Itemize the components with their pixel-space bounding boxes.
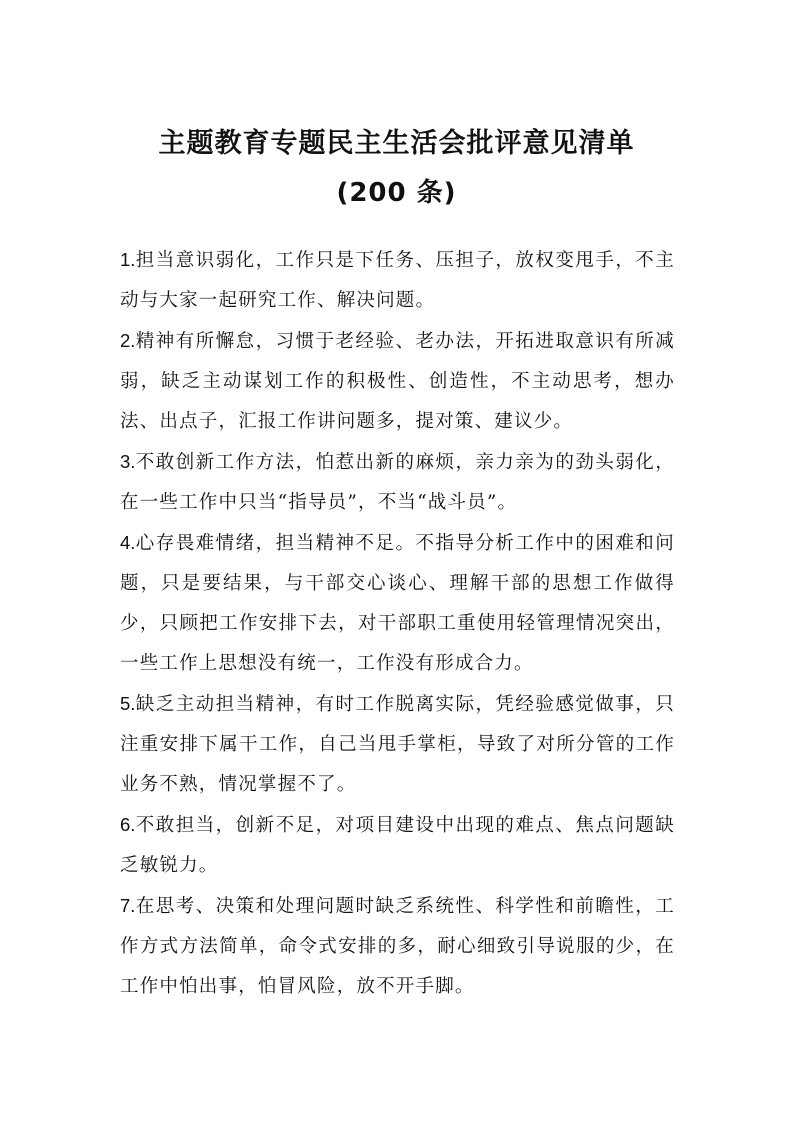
list-item	[120, 523, 675, 684]
list-item	[120, 240, 675, 321]
item-number: 5.	[120, 693, 136, 714]
document-body	[120, 240, 675, 1007]
list-item	[120, 805, 675, 886]
item-text: 缺乏主动担当精神，有时工作脱离实际，凭经验感觉做事，只注重安排下属干工作，自己当甩手掌柜，导致了对所分管的工作业务不熟，情况掌握不了。	[120, 694, 675, 795]
item-number: 1.	[120, 249, 136, 270]
item-number: 2.	[120, 330, 136, 351]
list-item	[120, 321, 675, 442]
item-text: 在思考、决策和处理问题时缺乏系统性、科学性和前瞻性，工作方式方法简单，命令式安排的多，耐心细致引导说服的少，在工作中怕出事，怕冒风险，放不开手脚。	[120, 896, 675, 997]
list-item	[120, 442, 675, 523]
item-text: 不敢创新工作方法，怕惹出新的麻烦，亲力亲为的劲头弱化，在一些工作中只当“指导员”，不当“战斗员”。	[120, 452, 675, 513]
list-item	[120, 684, 675, 805]
item-number: 6.	[120, 814, 136, 835]
list-item	[120, 886, 675, 1007]
item-text: 精神有所懈怠，习惯于老经验、老办法，开拓进取意识有所减弱，缺乏主动谋划工作的积极性、创造性，不主动思考，想办法、出点子，汇报工作讲问题多，提对策、建议少。	[120, 331, 675, 432]
item-text: 不敢担当，创新不足，对项目建设中出现的难点、焦点问题缺乏敏锐力。	[120, 815, 675, 876]
item-number: 4.	[120, 532, 136, 553]
document-title: 主题教育专题民主生活会批评意见清单	[158, 128, 635, 159]
document-subtitle: (200 条)	[336, 178, 457, 208]
item-text: 心存畏难情绪，担当精神不足。不指导分析工作中的困难和问题，只是要结果，与干部交心谈心、理解干部的思想工作做得少，只顾把工作安排下去，对干部职工重使用轻管理情况突出，一些工作上思想没有统一，工作没有形成合力。	[120, 533, 675, 674]
item-number: 3.	[120, 451, 136, 472]
item-text: 担当意识弱化，工作只是下任务、压担子，放权变甩手，不主动与大家一起研究工作、解决问题。	[120, 250, 675, 311]
item-number: 7.	[120, 895, 136, 916]
